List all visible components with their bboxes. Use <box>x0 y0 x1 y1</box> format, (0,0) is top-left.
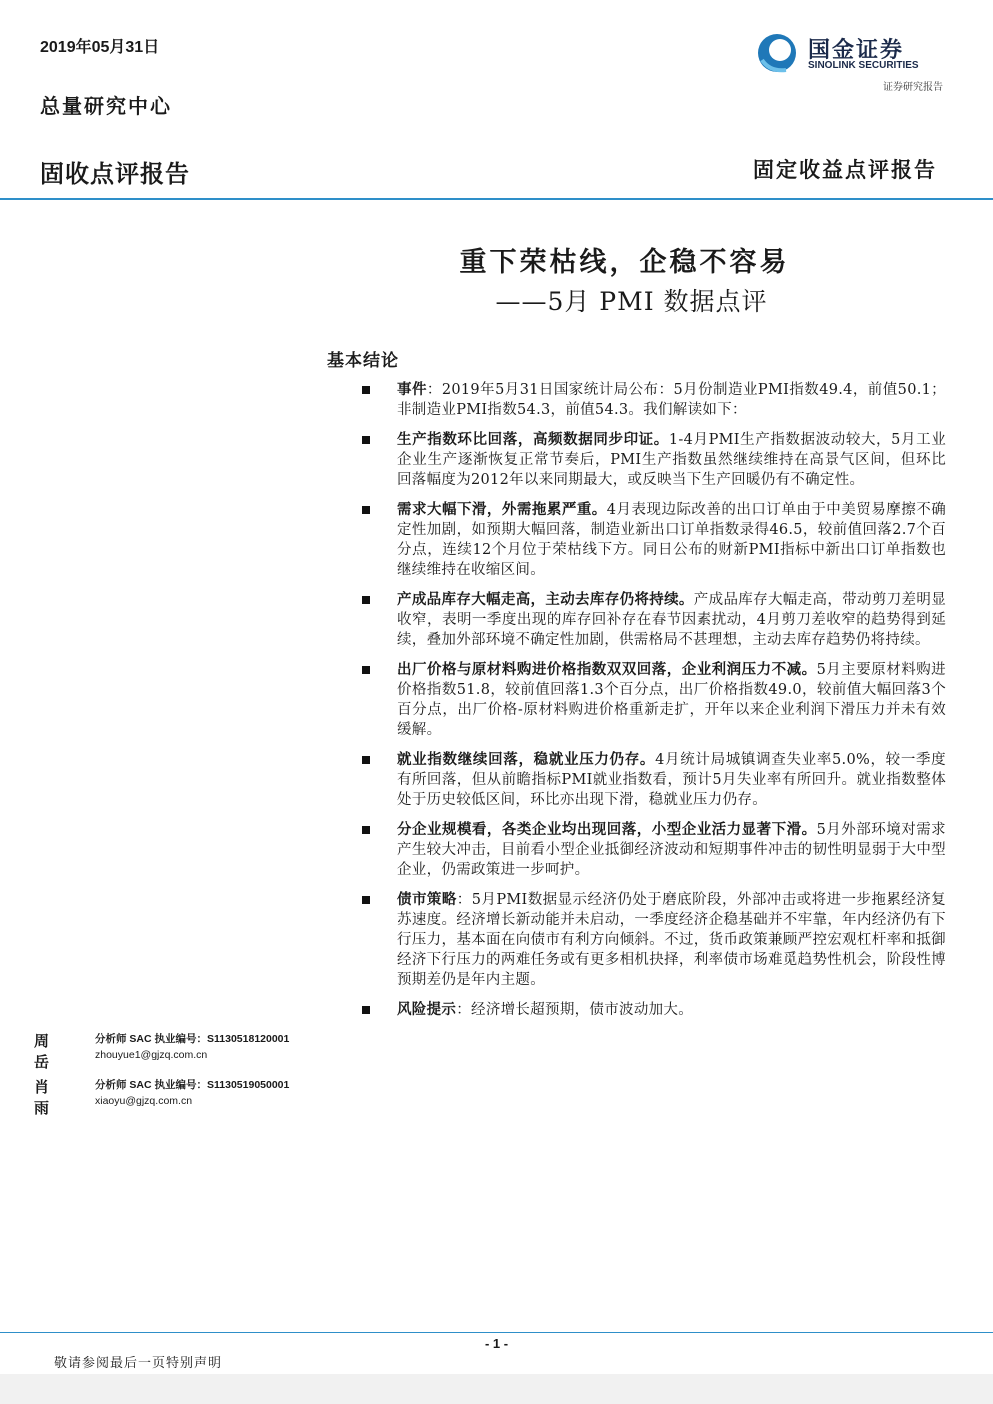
research-center: 总量研究中心 <box>40 94 172 118</box>
conclusion-lead: 事件 <box>397 381 427 398</box>
footer-disclaimer: 敬请参阅最后一页特别声明 <box>54 1356 223 1371</box>
conclusion-lead: 就业指数继续回落，稳就业压力仍存。 <box>397 751 656 768</box>
logo-subtitle: 证券研究报告 <box>883 82 943 93</box>
conclusion-text: 经济增长超预期，债市波动加大。 <box>471 1002 694 1018</box>
conclusion-sep: ： <box>456 1002 472 1018</box>
conclusion-item <box>360 500 946 580</box>
analyst-name: 肖雨 <box>34 1078 50 1117</box>
analyst-sac-number: S1130518120001 <box>207 1033 290 1045</box>
conclusion-item <box>360 590 946 650</box>
conclusion-text: 2019年5月31日国家统计局公布：5月份制造业PMI指数49.4，前值50.1；非制造业PMI指数54.3，前值54.3。我们解读如下： <box>397 382 946 418</box>
report-type-right: 固定收益点评报告 <box>753 157 937 182</box>
footer-divider <box>0 1332 993 1333</box>
conclusion-text: 5月主要原材料购进价格指数51.8，较前值回落1.3个百分点，出厂价格指数49.0，较前值大幅回落3个百分点，出厂价格-原材料购进价格重新走扩，开年以来企业利润下滑压力并未有效缓解。 <box>397 662 946 738</box>
company-logo <box>756 32 946 82</box>
sinolink-logo-icon <box>756 32 798 74</box>
bullet-square-icon <box>362 826 370 834</box>
logo-chinese-name: 国金证券 <box>808 38 905 63</box>
report-type-left: 固收点评报告 <box>40 160 190 188</box>
analyst-email[interactable]: xiaoyu@gjzq.com.cn <box>95 1095 193 1107</box>
conclusion-text: 产成品库存大幅走高，带动剪刀差明显收窄，表明一季度出现的库存回补存在春节因素扰动，4月剪刀差收窄的趋势得到延续，叠加外部环境不确定性加剧，供需格局不甚理想，主动去库存趋势仍将持续。 <box>397 592 946 648</box>
conclusion-lead: 生产指数环比回落，高频数据同步印证。 <box>397 431 669 448</box>
analyst-sac-label: 分析师 SAC 执业编号： <box>95 1033 208 1045</box>
analyst-email[interactable]: zhouyue1@gjzq.com.cn <box>95 1049 208 1061</box>
conclusion-item <box>360 890 946 990</box>
conclusion-sep: ： <box>456 892 472 908</box>
bullet-square-icon <box>362 436 370 444</box>
analyst-info <box>95 1077 289 1109</box>
bullet-square-icon <box>362 386 370 394</box>
conclusion-lead: 出厂价格与原材料购进价格指数双双回落，企业利润压力不减。 <box>397 661 817 678</box>
conclusion-text: 4月统计局城镇调查失业率5.0%，较一季度有所回落，但从前瞻指标PMI就业指数看，预计5月失业率有所回升。就业指数整体处于历史较低区间，环比亦出现下滑，稳就业压力仍存。 <box>397 752 946 808</box>
conclusion-lead: 分企业规模看，各类企业均出现回落，小型企业活力显著下滑。 <box>397 821 817 838</box>
report-subtitle: ——5月 PMI 数据点评 <box>495 287 768 316</box>
conclusion-item <box>360 820 946 880</box>
section-title: 基本结论 <box>327 351 399 371</box>
logo-english-name: SINOLINK SECURITIES <box>808 60 919 71</box>
conclusion-lead: 产成品库存大幅走高，主动去库存仍将持续。 <box>397 591 694 608</box>
page-bottom-band <box>0 1374 993 1404</box>
conclusion-text: 1-4月PMI生产指数据波动较大，5月工业企业生产逐渐恢复正常节奏后，PMI生产指数虽然继续维持在高景气区间，但环比回落幅度为2012年以来同期最大，或反映当下生产回暖仍有不确定性。 <box>397 432 946 488</box>
header-divider <box>0 198 993 200</box>
conclusion-item <box>360 660 946 740</box>
conclusion-text: 5月外部环境对需求产生较大冲击，目前看小型企业抵御经济波动和短期事件冲击的韧性明显弱于大中型企业，仍需政策进一步呵护。 <box>397 822 946 878</box>
conclusion-item <box>360 750 946 810</box>
conclusion-item <box>360 380 946 420</box>
analyst-sac-label: 分析师 SAC 执业编号： <box>95 1079 208 1091</box>
bullet-square-icon <box>362 666 370 674</box>
bullet-square-icon <box>362 1006 370 1014</box>
conclusion-lead: 风险提示 <box>397 1001 457 1018</box>
bullet-square-icon <box>362 896 370 904</box>
page-number: - 1 - <box>484 1336 509 1351</box>
report-date: 2019年05月31日 <box>40 39 160 56</box>
conclusion-lead: 需求大幅下滑，外需拖累严重。 <box>397 501 607 518</box>
analyst-info <box>95 1031 289 1063</box>
report-title: 重下荣枯线，企稳不容易 <box>459 247 790 278</box>
conclusion-item <box>360 430 946 490</box>
conclusion-text: 4月表现边际改善的出口订单由于中美贸易摩擦不确定性加剧，如预期大幅回落，制造业新出口订单指数录得46.5，较前值回落2.7个百分点，连续12个月位于荣枯线下方。同日公布的财新PMI指标中新出口订单指数也继续维持在收缩区间。 <box>397 502 946 578</box>
conclusion-item <box>360 1000 946 1020</box>
bullet-square-icon <box>362 756 370 764</box>
conclusion-text: 5月PMI数据显示经济仍处于磨底阶段，外部冲击或将进一步拖累经济复苏速度。经济增长新动能并未启动，一季度经济企稳基础并不牢靠，年内经济仍有下行压力，基本面在向债市有利方向倾斜。不过，货币政策兼顾严控宏观杠杆率和抵御经济下行压力的两难任务或有更多相机抉择，利率债市场难觅趋势性机会，阶段性博预期差仍是年内主题。 <box>397 892 946 988</box>
conclusion-list <box>360 380 946 1030</box>
bullet-square-icon <box>362 596 370 604</box>
bullet-square-icon <box>362 506 370 514</box>
conclusion-lead: 债市策略 <box>397 891 457 908</box>
analyst-name: 周岳 <box>34 1032 50 1071</box>
conclusion-sep: ： <box>426 382 442 398</box>
analyst-sac-number: S1130519050001 <box>207 1079 290 1091</box>
